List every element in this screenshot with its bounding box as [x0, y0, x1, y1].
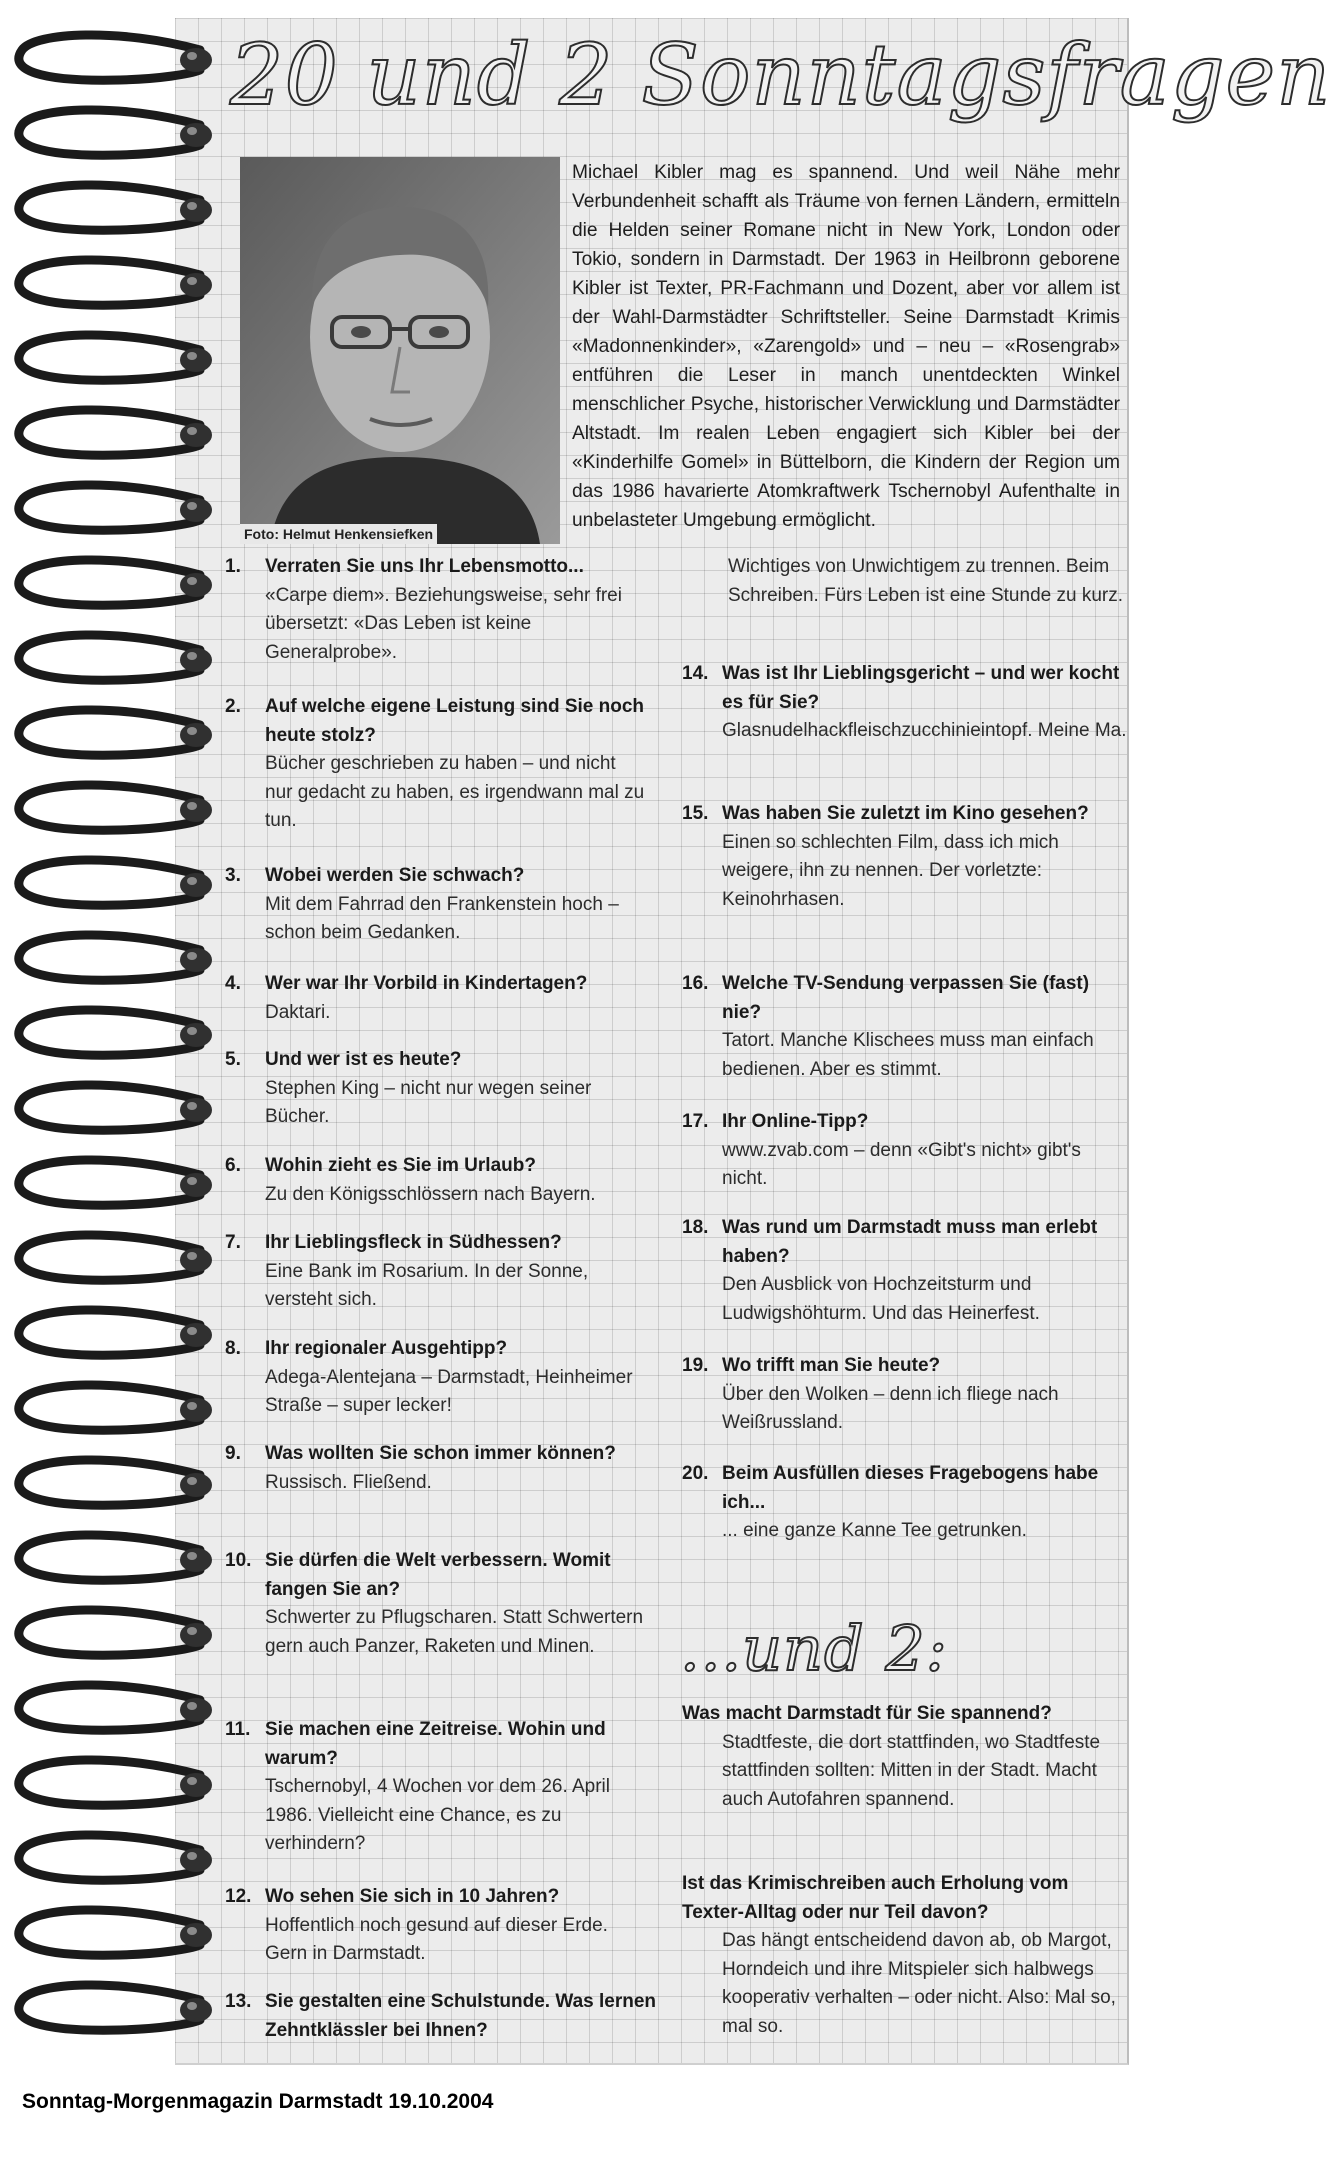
question-text: Was rund um Darmstadt muss man erlebt haben? [722, 1217, 1098, 1267]
answer-text: «Carpe diem». Beziehungsweise, sehr frei übersetzt: «Das Leben ist keine Generalprobe». [265, 584, 622, 663]
question-number: 18. [682, 1217, 709, 1238]
answer-text: Stephen King – nicht nur wegen seiner Bücher. [265, 1077, 592, 1127]
question-number: 2. [225, 696, 241, 717]
answer-text: Zu den Königsschlössern nach Bayern. [265, 1183, 596, 1205]
question-18 [682, 1214, 1127, 1328]
question-number: 7. [225, 1232, 241, 1253]
question-text: Und wer ist es heute? [265, 1049, 462, 1070]
question-7 [225, 1229, 645, 1315]
answer-text: Einen so schlechten Film, dass ich mich weigere, ihn zu nennen. Der vorletzte: Keinohrhasen. [722, 831, 1059, 910]
answer-text: Glasnudelhackfleischzucchinieintopf. Meine Ma. [722, 720, 1127, 741]
question-text: Was macht Darmstadt für Sie spannend? [682, 1703, 1052, 1724]
question-text: Wo trifft man Sie heute? [722, 1355, 941, 1376]
answer-text: ... eine ganze Kanne Tee getrunken. [722, 1520, 1027, 1541]
question-text: Ist das Krimischreiben auch Erholung vom Texter-Alltag oder nur Teil davon? [682, 1873, 1069, 1923]
question-17 [682, 1108, 1127, 1194]
question-text: Auf welche eigene Leistung sind Sie noch heute stolz? [265, 696, 645, 746]
answer-text: Hoffentlich noch gesund auf dieser Erde. Gern in Darmstadt. [265, 1914, 608, 1964]
question-number: 12. [225, 1886, 252, 1907]
answer-text: Bücher geschrieben zu haben – und nicht nur gedacht zu haben, es irgendwann mal zu tun. [265, 753, 645, 831]
intro-text: Michael Kibler mag es spannend. Und weil Nähe mehr Verbundenheit schafft als Träume von fernen Ländern, ermitteln die Helden seiner Romane nicht in New York, London oder Tokio, sondern in Darmstadt. Der 1963 in Heilbronn geborene Kibler ist Texter, PR-Fachmann und Dozent, aber vor allem ist der Wahl-Darmstädter Schriftsteller. Seine Darmstadt Krimis «Madonnenkinder», «Zarengold» und – neu – «Rosengrab» entführen die Leser in manch unentdeckten Winkel menschlicher Psyche, historischer Verwicklung und Darmstädter Altstadt. Im realen Leben engagiert sich Kibler bei der «Kinderhilfe Gomel» in Büttelborn, die Kindern der Region um das 1986 havarierte Atomkraftwerk Tschernobyl Aufenthalte in unbelasteter Umgebung ermöglicht. [572, 162, 1120, 531]
question-11 [225, 1716, 645, 1859]
extra-question-2 [682, 1870, 1127, 2041]
question-text: Wer war Ihr Vorbild in Kindertagen? [265, 973, 588, 994]
und-2-heading: ...und 2: [680, 1612, 948, 1685]
question-text: Ihr regionaler Ausgehtipp? [265, 1338, 508, 1359]
question-text: Was ist Ihr Lieblingsgericht – und wer kocht es für Sie? [722, 663, 1120, 713]
question-9 [225, 1440, 645, 1497]
answer-text: Das hängt entscheidend davon ab, ob Margot, Horndeich und ihre Mitspieler sich halbwegs kooperativ verhalten – oder nicht. Also: Mal so, mal so. [722, 1930, 1116, 2037]
photo-credit: Foto: Helmut Henkensiefken [240, 524, 437, 544]
question-number: 16. [682, 973, 709, 994]
question-6 [225, 1152, 665, 1209]
question-12 [225, 1883, 645, 1969]
extra-question-1 [682, 1700, 1127, 1814]
question-text: Was haben Sie zuletzt im Kino gesehen? [722, 803, 1089, 824]
answer-text: Über den Wolken – denn ich fliege nach Weißrussland. [722, 1383, 1059, 1433]
question-text: Ihr Online-Tipp? [722, 1111, 869, 1132]
spiral-binding [0, 30, 260, 2060]
source-footer: Sonntag-Morgenmagazin Darmstadt 19.10.2004 [22, 2090, 494, 2113]
question-number: 20. [682, 1463, 709, 1484]
answer-text: Mit dem Fahrrad den Frankenstein hoch – schon beim Gedanken. [265, 893, 619, 943]
question-number: 13. [225, 1991, 252, 2012]
answer-text: Den Ausblick von Hochzeitsturm und Ludwigshöhturm. Und das Heinerfest. [722, 1274, 1040, 1324]
question-8 [225, 1335, 645, 1421]
answer-text: Tschernobyl, 4 Wochen vor dem 26. April 1986. Vielleicht eine Chance, es zu verhindern? [265, 1776, 610, 1854]
author-photo [240, 157, 560, 544]
question-2 [225, 693, 645, 836]
question-number: 10. [225, 1550, 252, 1571]
question-text: Wohin zieht es Sie im Urlaub? [265, 1155, 536, 1176]
answer-text: Adega-Alentejana – Darmstadt, Heinheimer Straße – super lecker! [265, 1366, 633, 1416]
answer-text: www.zvab.com – denn «Gibt's nicht» gibt's nicht. [722, 1139, 1081, 1189]
answer-text: Daktari. [265, 1001, 331, 1023]
question-number: 6. [225, 1155, 241, 1176]
answer-text: Schwerter zu Pflugscharen. Statt Schwertern gern auch Panzer, Raketen und Minen. [265, 1607, 644, 1657]
question-number: 3. [225, 865, 241, 886]
question-20 [682, 1460, 1127, 1546]
question-number: 4. [225, 973, 241, 994]
question-text: Wobei werden Sie schwach? [265, 865, 525, 886]
question-13 [225, 1988, 665, 2045]
question-text: Verraten Sie uns Ihr Lebensmotto... [265, 556, 584, 577]
question-text: Sie dürfen die Welt verbessern. Womit fangen Sie an? [265, 1550, 611, 1600]
question-number: 9. [225, 1443, 241, 1464]
question-number: 15. [682, 803, 709, 824]
answer-text: Tatort. Manche Klischees muss man einfach bedienen. Aber es stimmt. [722, 1030, 1094, 1080]
question-3 [225, 862, 645, 948]
question-4 [225, 970, 665, 1027]
question-text: Welche TV-Sendung verpassen Sie (fast) nie? [722, 973, 1090, 1023]
question-number: 5. [225, 1049, 241, 1070]
question-14 [682, 660, 1127, 746]
answer-text: Russisch. Fließend. [265, 1471, 432, 1493]
question-number: 19. [682, 1355, 709, 1376]
question-text: Wo sehen Sie sich in 10 Jahren? [265, 1886, 560, 1907]
page-title: 20 und 2 Sonntagsfragen [230, 26, 1331, 124]
question-number: 14. [682, 663, 709, 684]
question-text: Sie machen eine Zeitreise. Wohin und warum? [265, 1719, 606, 1769]
question-5 [225, 1046, 645, 1132]
question-15 [682, 800, 1127, 914]
question-10 [225, 1547, 655, 1661]
question-16 [682, 970, 1127, 1084]
question-number: 1. [225, 556, 241, 577]
question-1 [225, 553, 645, 667]
answer-text: Stadtfeste, die dort stattfinden, wo Stadtfeste stattfinden sollten: Mitten in der Stadt. Macht auch Autofahren spannend. [722, 1731, 1101, 1810]
question-text: Ihr Lieblingsfleck in Südhessen? [265, 1232, 562, 1253]
question-19 [682, 1352, 1127, 1438]
question-number: 17. [682, 1111, 709, 1132]
question-number: 8. [225, 1338, 241, 1359]
question-text: Sie gestalten eine Schulstunde. Was lernen Zehntklässler bei Ihnen? [265, 1991, 657, 2041]
answer-text: Eine Bank im Rosarium. In der Sonne, versteht sich. [265, 1260, 589, 1310]
question-13-answer: Wichtiges von Unwichtigem zu trennen. Beim Schreiben. Fürs Leben ist eine Stunde zu kurz. [728, 556, 1124, 606]
question-text: Was wollten Sie schon immer können? [265, 1443, 616, 1464]
question-number: 11. [225, 1719, 251, 1740]
question-text: Beim Ausfüllen dieses Fragebogens habe ich... [722, 1463, 1099, 1513]
